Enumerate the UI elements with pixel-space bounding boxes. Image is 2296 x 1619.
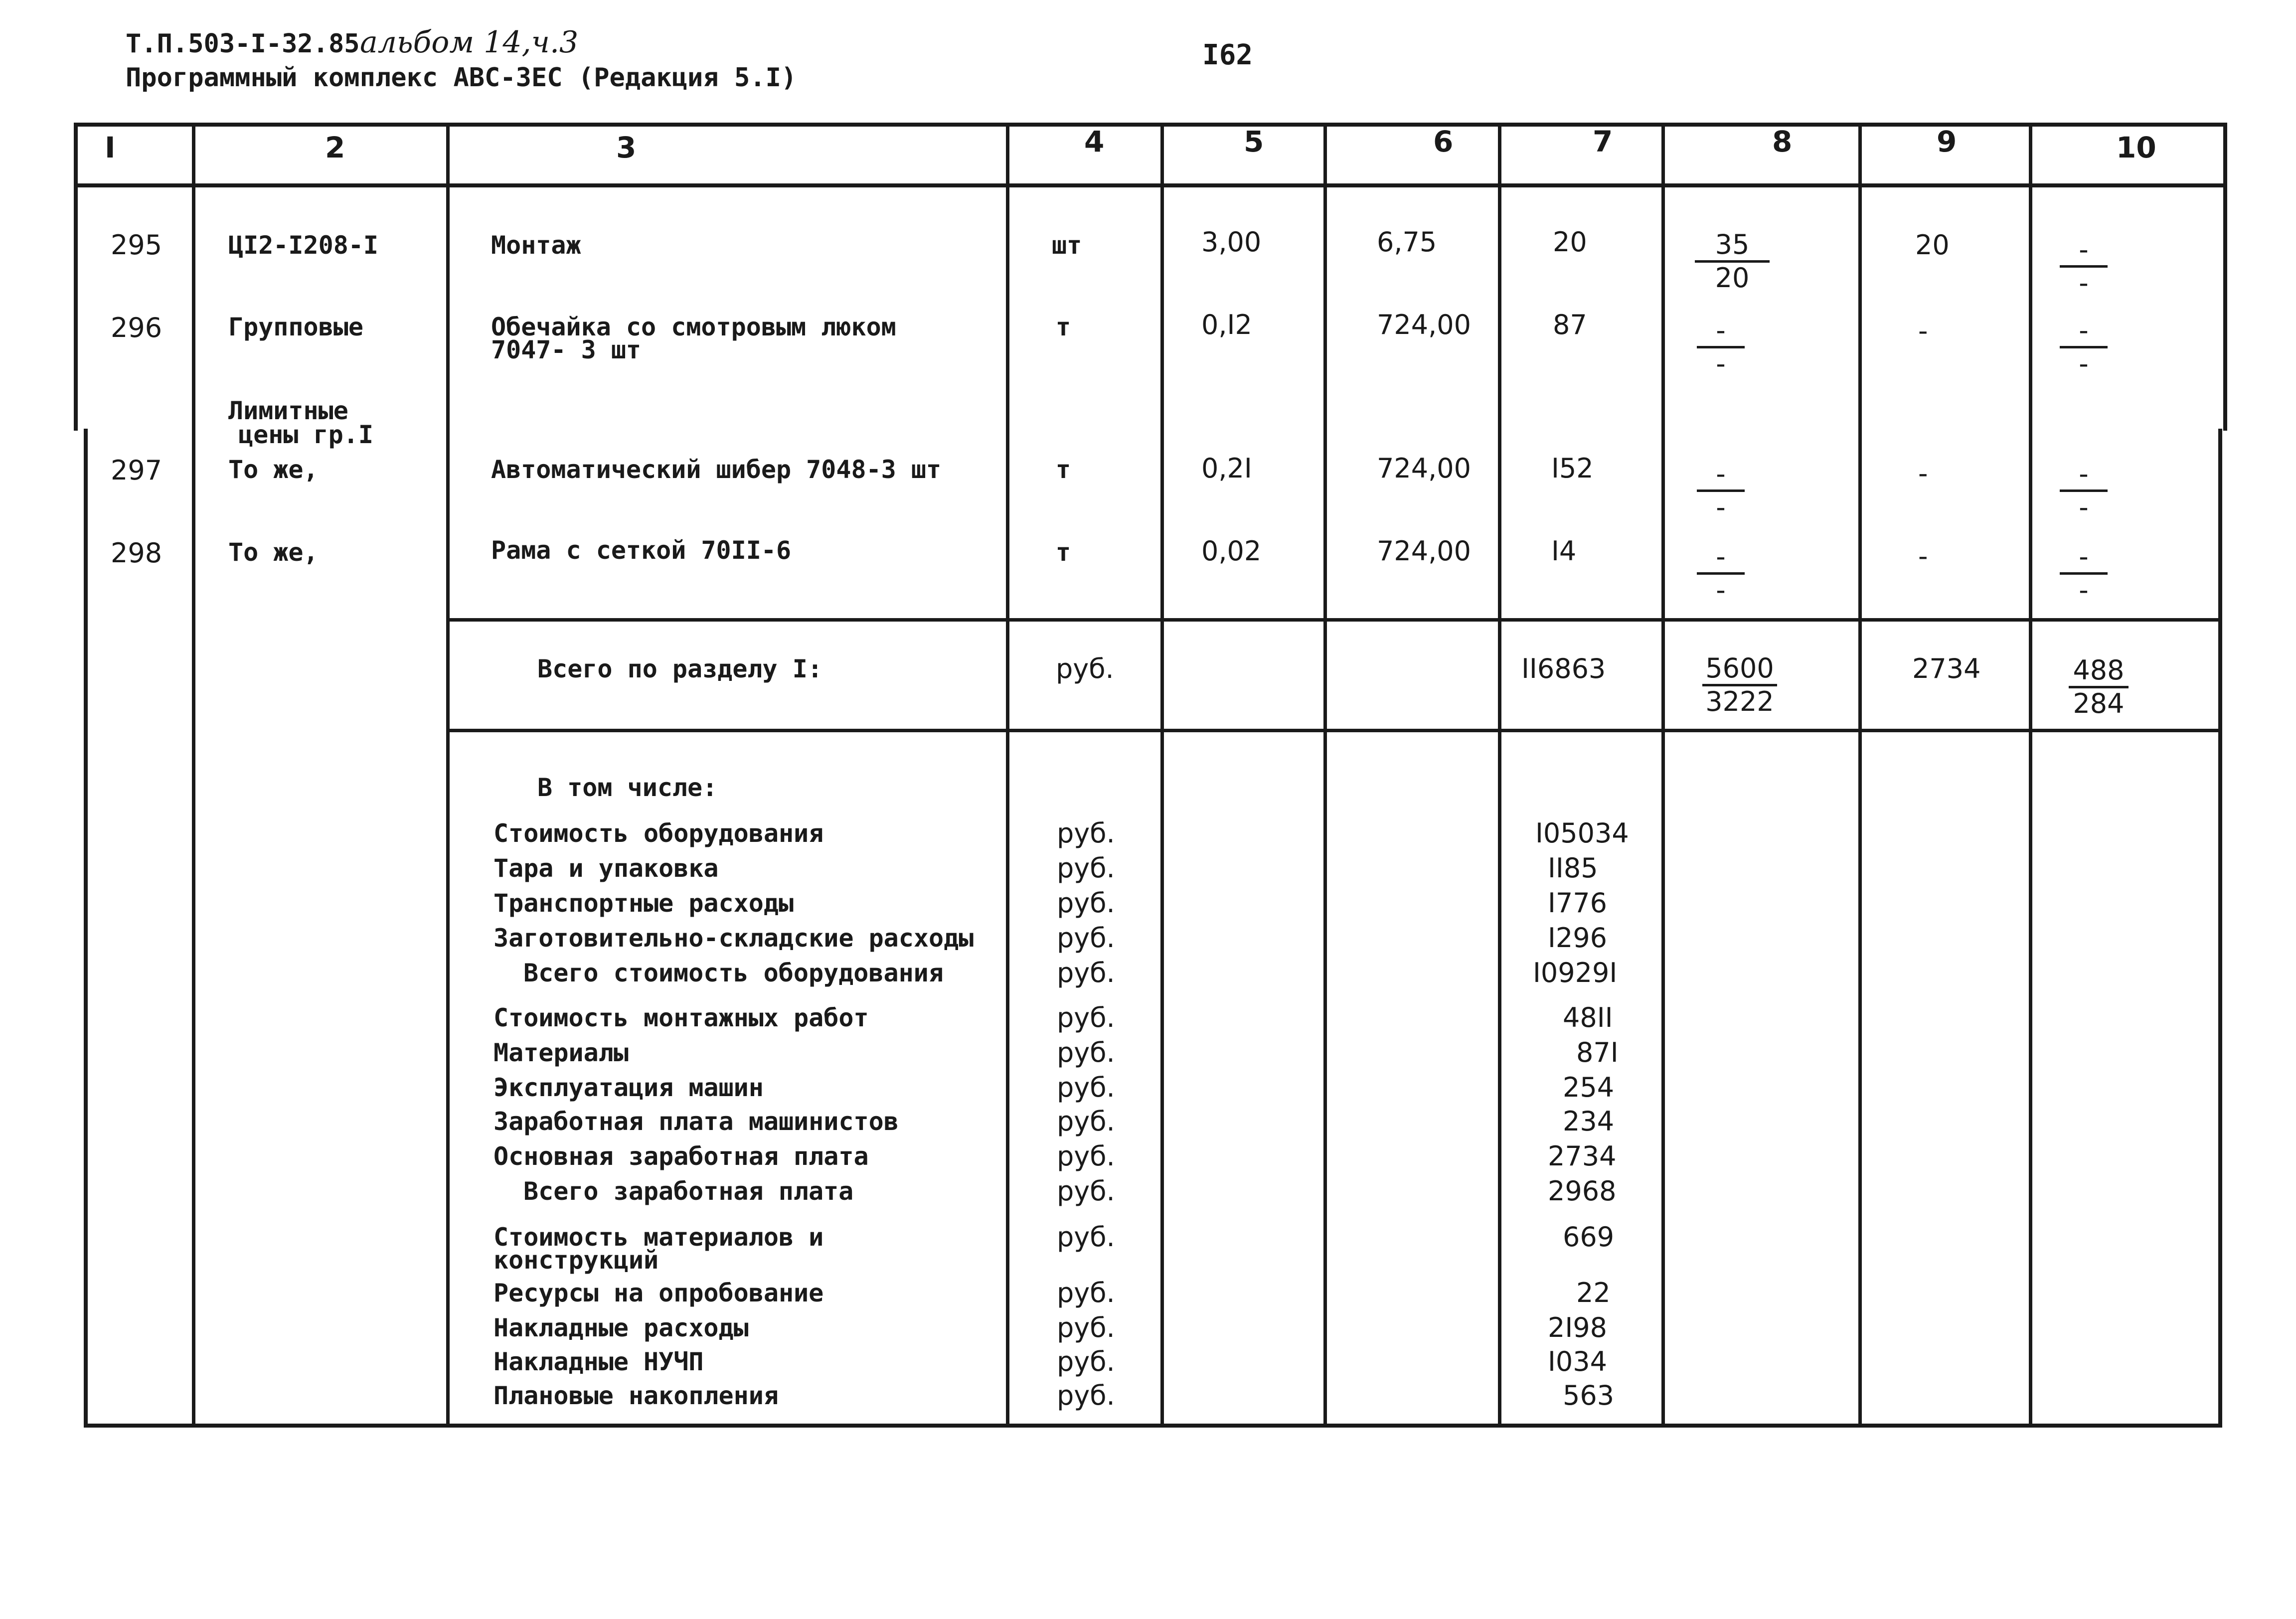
column-header: 8 — [1772, 125, 1793, 159]
column-header: 7 — [1593, 125, 1613, 159]
breakdown-title: В том числе: — [537, 773, 718, 802]
fraction-cell: $\frac{35}{20}$ — [1695, 229, 1770, 294]
fraction-cell: $\frac{5600}{3222}$ — [1702, 653, 1777, 717]
document-code: Т.П.503-I-32.85 — [126, 29, 360, 59]
handwritten-album-note: альбом 14,ч.3 — [360, 25, 579, 60]
program-title: Программный комплекс АВС-ЗЕС (Редакция 5.I) — [126, 63, 797, 93]
column-header: 5 — [1244, 125, 1264, 159]
fraction-cell: - - — [1697, 459, 1745, 523]
column-header: 3 — [616, 131, 637, 164]
fraction-cell: - - — [1697, 315, 1745, 379]
column-header: 10 — [2116, 131, 2156, 164]
fraction-cell: - - — [2060, 541, 2108, 606]
column-header: 4 — [1084, 125, 1105, 159]
column-header: 9 — [1937, 125, 1957, 159]
page-number: I62 — [1202, 39, 1253, 71]
fraction-cell: - - — [1697, 541, 1745, 606]
column-header: 6 — [1433, 125, 1454, 159]
fraction-cell: - - — [2060, 234, 2108, 299]
fraction-cell: - - — [2060, 315, 2108, 379]
fraction-cell: $\frac{488}{284}$ — [2069, 655, 2129, 719]
column-header: 2 — [325, 131, 345, 164]
column-header: I — [105, 131, 116, 164]
fraction-cell: - - — [2060, 459, 2108, 523]
